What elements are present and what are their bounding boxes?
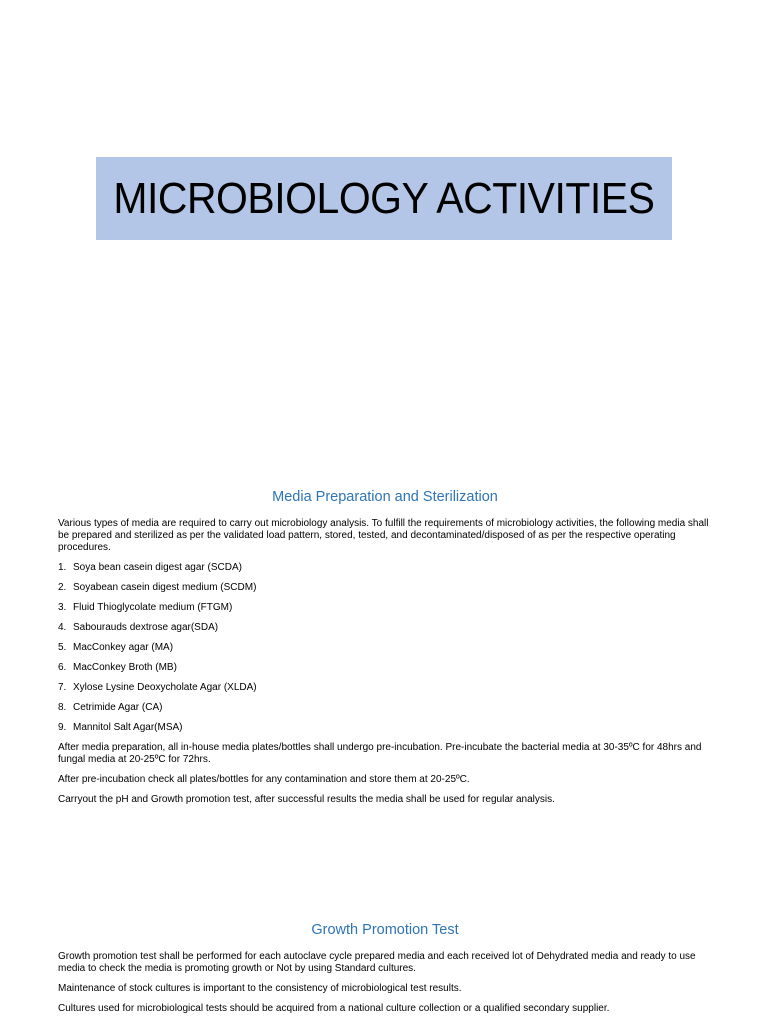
ph-gpt-paragraph: Carryout the pH and Growth promotion test, after successful results the media shall be used for regular analysis. <box>58 794 555 805</box>
list-item: 1. Soya bean casein digest agar (SCDA) <box>58 562 242 573</box>
list-item: 2. Soyabean casein digest medium (SCDM) <box>58 582 257 593</box>
list-item: 5. MacConkey agar (MA) <box>58 642 174 653</box>
contamination-check-paragraph: After pre-incubation check all plates/bottles for any contamination and store them at 20-25ºC. <box>58 774 470 785</box>
list-item: 7. Xylose Lysine Deoxycholate Agar (XLDA) <box>58 682 257 693</box>
list-item: 6. MacConkey Broth (MB) <box>58 662 177 673</box>
growth-section-heading: Growth Promotion Test <box>311 922 459 938</box>
page-title: MICROBIOLOGY ACTIVITIES <box>113 173 655 223</box>
list-item: 8. Cetrimide Agar (CA) <box>58 702 163 713</box>
growth-paragraph-1: Growth promotion test shall be performed for each autoclave cycle prepared media and each received lot of Dehydrated media and ready to use media to check the media is promoting growth or Not by using Standard cultures. <box>58 951 696 974</box>
list-item: 3. Fluid Thioglycolate medium (FTGM) <box>58 602 233 613</box>
growth-paragraph-3: Cultures used for microbiological tests should be acquired from a national culture collection or a qualified secondary supplier. <box>58 1003 610 1014</box>
title-banner <box>96 157 672 240</box>
growth-paragraph-2: Maintenance of stock cultures is important to the consistency of microbiological test results. <box>58 983 462 994</box>
pre-incubation-paragraph: After media preparation, all in-house media plates/bottles shall undergo pre-incubation. Pre-incubate the bacterial media at 30-35ºC for 48hrs and fungal media at 20-25ºC for 72hrs. <box>58 742 702 765</box>
growth-promotion-section <box>58 921 712 1023</box>
media-list <box>58 562 712 734</box>
list-item: 4. Sabourauds dextrose agar(SDA) <box>58 622 219 633</box>
media-section-heading: Media Preparation and Sterilization <box>272 489 498 505</box>
media-preparation-section <box>58 488 712 814</box>
list-item: 9. Mannitol Salt Agar(MSA) <box>58 722 183 733</box>
media-intro: Various types of media are required to carry out microbiology analysis. To fulfill the requirements of microbiology activities, the following media shall be prepared and sterilized as per the validated load pattern, stored, tested, and decontaminated/disposed of as per the respective operating procedures. <box>58 518 709 553</box>
